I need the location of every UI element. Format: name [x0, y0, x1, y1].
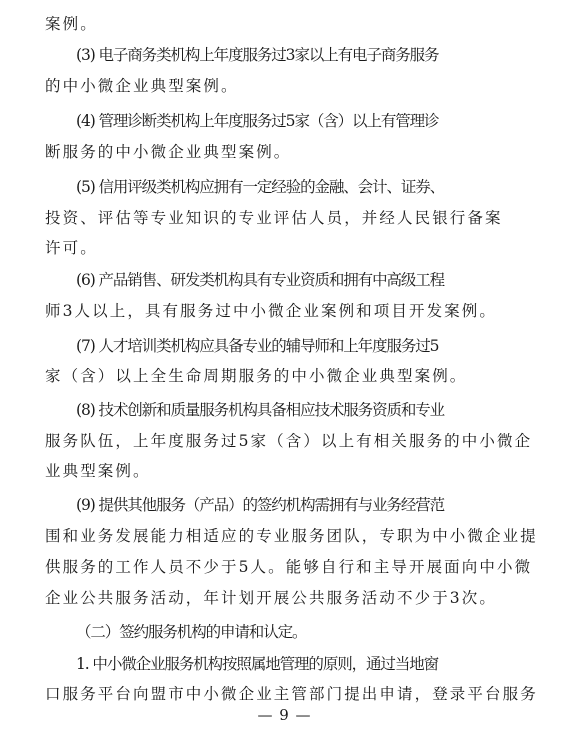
- text-line: 的中小微企业典型案例。: [45, 77, 239, 95]
- text-line: 师3人以上，具有服务过中小微企业案例和项目开发案例。: [45, 302, 497, 320]
- text-line: 企业公共服务活动，年计划开展公共服务活动不少于3次。: [45, 589, 497, 607]
- text-line: 供服务的工作人员不少于5人。能够自行和主导开展面向中小微: [45, 558, 533, 576]
- text-line: (8) 技术创新和质量服务机构具备相应技术服务资质和专业: [76, 401, 445, 419]
- text-line: 家（含）以上全生命周期服务的中小微企业典型案例。: [45, 367, 468, 385]
- text-line: 业典型案例。: [45, 462, 151, 480]
- text-line: 1. 中小微企业服务机构按照属地管理的原则，通过当地窗: [76, 655, 439, 673]
- text-line: (6) 产品销售、研发类机构具有专业资质和拥有中高级工程: [76, 271, 445, 289]
- text-line: 围和业务发展能力相适应的专业服务团队，专职为中小微企业提: [45, 527, 538, 545]
- text-line: (9) 提供其他服务（产品）的签约机构需拥有与业务经营范: [76, 496, 445, 514]
- section-heading: （二）签约服务机构的申请和认定。: [76, 623, 307, 641]
- page-number: — 9 —: [257, 706, 312, 724]
- text-line: (5) 信用评级类机构应拥有一定经验的金融、会计、证券、: [76, 178, 445, 196]
- text-line: (4) 管理诊断类机构上年度服务过5家（含）以上有管理诊: [76, 112, 439, 130]
- text-line: (3) 电子商务类机构上年度服务过3家以上有电子商务服务: [76, 46, 439, 64]
- text-line: 断服务的中小微企业典型案例。: [45, 143, 292, 161]
- text-line: (7) 人才培训类机构应具备专业的辅导师和上年度服务过5: [76, 337, 439, 355]
- text-line: 口服务平台向盟市中小微企业主管部门提出申请，登录平台服务: [45, 685, 538, 703]
- text-line: 案例。: [45, 15, 98, 33]
- text-line: 服务队伍，上年度服务过5家（含）以上有相关服务的中小微企: [45, 432, 533, 450]
- text-line: 投资、评估等专业知识的专业评估人员，并经人民银行备案: [45, 209, 503, 227]
- text-line: 许可。: [45, 239, 98, 257]
